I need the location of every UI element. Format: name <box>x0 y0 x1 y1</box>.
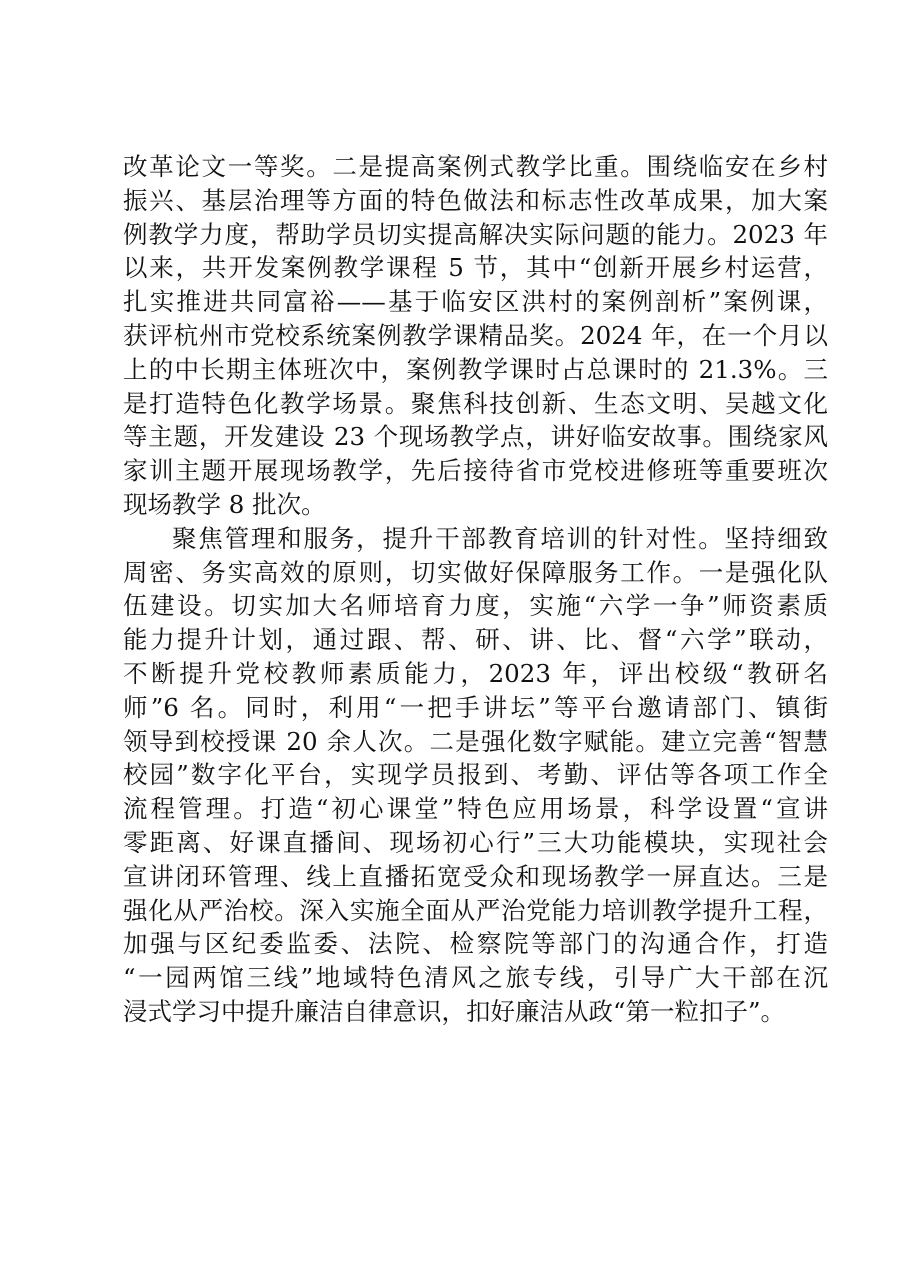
text-line: 能力提升计划，通过跟、帮、研、讲、比、督“六学”联动， <box>123 625 828 655</box>
text-line: 是打造特色化教学场景。聚焦科技创新、生态文明、吴越文化 <box>123 388 828 418</box>
text-line: 师”6 名。同时，利用“一把手讲坛”等平台邀请部门、镇街 <box>123 692 828 722</box>
text-line: 领导到校授课 20 余人次。二是强化数字赋能。建立完善“智慧 <box>123 726 828 756</box>
text-line: 改革论文一等奖。二是提高案例式教学比重。围绕临安在乡村 <box>123 152 828 181</box>
text-line: 校园”数字化平台，实现学员报到、考勤、评估等各项工作全 <box>123 760 828 790</box>
text-line: 等主题，开发建设 23 个现场教学点，讲好临安故事。围绕家风 <box>123 422 828 452</box>
text-line: 聚焦管理和服务，提升干部教育培训的针对性。坚持细致 <box>172 523 828 553</box>
text-line: 不断提升党校教师素质能力，2023 年，评出校级“教研名 <box>123 658 828 688</box>
text-line: 现场教学 8 批次。 <box>123 489 326 519</box>
paragraph-2 <box>123 522 828 1029</box>
text-line: 零距离、好课直播间、现场初心行”三大功能模块，实现社会 <box>123 827 828 857</box>
text-line: 加强与区纪委监委、法院、检察院等部门的沟通合作，打造 <box>123 929 828 959</box>
text-line: 上的中长期主体班次中，案例教学课时占总课时的 21.3%。三 <box>123 354 828 384</box>
paragraph-1 <box>123 150 828 522</box>
text-line: 家训主题开展现场教学，先后接待省市党校进修班等重要班次 <box>123 456 828 486</box>
text-line: 浸式学习中提升廉洁自律意识，扣好廉洁从政“第一粒扣子”。 <box>123 996 786 1026</box>
text-line: 振兴、基层治理等方面的特色做法和标志性改革成果，加大案 <box>123 185 828 215</box>
text-line: “一园两馆三线”地域特色清风之旅专线，引导广大干部在沉 <box>123 963 828 993</box>
text-line: 获评杭州市党校系统案例教学课精品奖。2024 年，在一个月以 <box>123 320 828 350</box>
text-line: 强化从严治校。深入实施全面从严治党能力培训教学提升工程， <box>123 895 828 925</box>
document-body <box>123 150 828 1029</box>
text-line: 周密、务实高效的原则，切实做好保障服务工作。一是强化队 <box>123 557 828 587</box>
text-line: 流程管理。打造“初心课堂”特色应用场景，科学设置“宣讲 <box>123 794 828 824</box>
text-line: 扎实推进共同富裕——基于临安区洪村的案例剖析”案例课， <box>123 287 828 317</box>
text-line: 宣讲闭环管理、线上直播拓宽受众和现场教学一屏直达。三是 <box>123 861 828 891</box>
text-line: 伍建设。切实加大名师培育力度，实施“六学一争”师资素质 <box>123 591 828 621</box>
text-line: 以来，共开发案例教学课程 5 节，其中“创新开展乡村运营， <box>123 253 828 283</box>
text-line: 例教学力度，帮助学员切实提高解决实际问题的能力。2023 年 <box>123 219 828 249</box>
